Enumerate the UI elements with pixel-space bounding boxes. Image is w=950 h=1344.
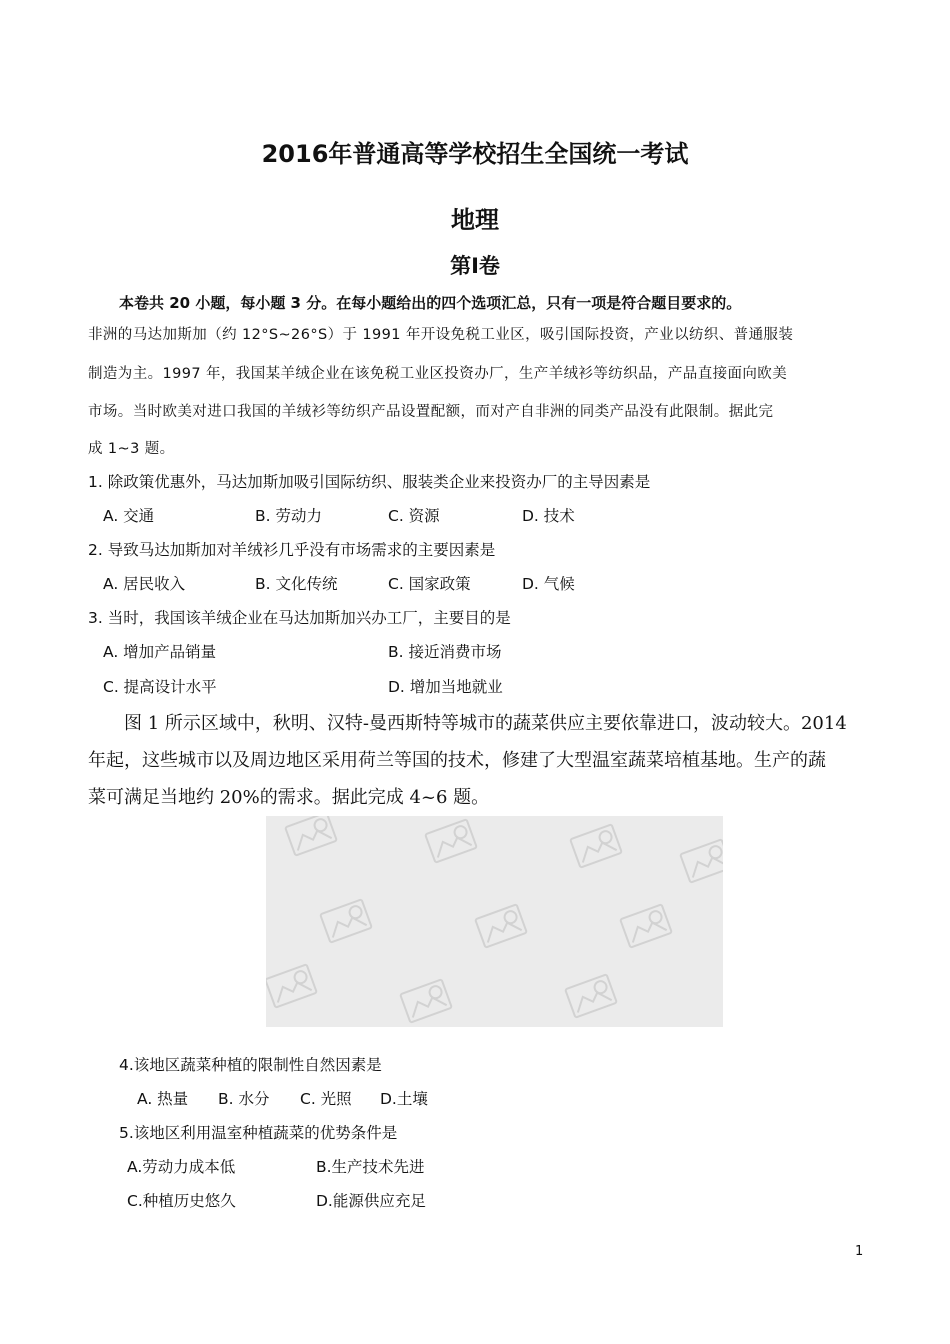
question-3-option: A. 增加产品销量 [103, 643, 217, 661]
question-4-option: B. 水分 [218, 1090, 270, 1108]
question-2-option: C. 国家政策 [388, 575, 471, 593]
question-2-option: A. 居民收入 [103, 575, 186, 593]
section-heading: 第Ⅰ卷 [450, 254, 500, 278]
passage-1-line: 市场。当时欧美对进口我国的羊绒衫等纺织产品设置配额，而对产自非洲的同类产品没有此限制。据此完 [88, 404, 774, 420]
question-4-stem: 4.该地区蔬菜种植的限制性自然因素是 [119, 1056, 382, 1074]
question-1-option: D. 技术 [522, 507, 575, 525]
question-4-option: D.土壤 [380, 1090, 428, 1108]
question-1-option: A. 交通 [103, 507, 155, 525]
question-2-option: B. 文化传统 [255, 575, 338, 593]
passage-2-line: 菜可满足当地约 20%的需求。据此完成 4~6 题。 [88, 787, 490, 808]
question-3-option: C. 提高设计水平 [103, 678, 217, 696]
question-3-stem: 3. 当时，我国该羊绒企业在马达加斯加兴办工厂，主要目的是 [88, 609, 511, 627]
figure-image-placeholder [266, 816, 723, 1027]
question-2-stem: 2. 导致马达加斯加对羊绒衫几乎没有市场需求的主要因素是 [88, 541, 496, 559]
image-placeholder-icon [266, 816, 723, 1027]
question-4-option: A. 热量 [137, 1090, 189, 1108]
page-number: 1 [855, 1244, 864, 1259]
question-1-stem: 1. 除政策优惠外，马达加斯加吸引国际纺织、服装类企业来投资办厂的主导因素是 [88, 473, 651, 491]
question-5-option: B.生产技术先进 [316, 1158, 425, 1176]
question-5-option: D.能源供应充足 [316, 1192, 426, 1210]
question-3-option: B. 接近消费市场 [388, 643, 502, 661]
question-5-option: A.劳动力成本低 [127, 1158, 236, 1176]
subject-heading: 地理 [451, 206, 499, 234]
question-5-option: C.种植历史悠久 [127, 1192, 236, 1210]
question-3-option: D. 增加当地就业 [388, 678, 503, 696]
question-1-option: B. 劳动力 [255, 507, 322, 525]
passage-2-line: 年起，这些城市以及周边地区采用荷兰等国的技术，修建了大型温室蔬菜培植基地。生产的蔬 [88, 750, 826, 771]
exam-title: 2016年普通高等学校招生全国统一考试 [261, 140, 689, 168]
passage-1-line: 非洲的马达加斯加（约 12°S~26°S）于 1991 年开设免税工业区，吸引国际投资，产业以纺织、普通服装 [88, 327, 794, 343]
passage-1-line: 制造为主。1997 年，我国某羊绒企业在该免税工业区投资办厂，生产羊绒衫等纺织品，产品直接面向欧美 [88, 366, 788, 382]
instructions: 本卷共 20 小题，每小题 3 分。在每小题给出的四个选项汇总，只有一项是符合题目要求的。 [119, 294, 742, 312]
question-4-option: C. 光照 [300, 1090, 352, 1108]
question-1-option: C. 资源 [388, 507, 440, 525]
passage-2-line: 图 1 所示区域中，秋明、汉特-曼西斯特等城市的蔬菜供应主要依靠进口，波动较大。2014 [124, 713, 847, 734]
passage-1-line: 成 1~3 题。 [88, 441, 175, 457]
question-5-stem: 5.该地区利用温室种植蔬菜的优势条件是 [119, 1124, 398, 1142]
question-2-option: D. 气候 [522, 575, 575, 593]
